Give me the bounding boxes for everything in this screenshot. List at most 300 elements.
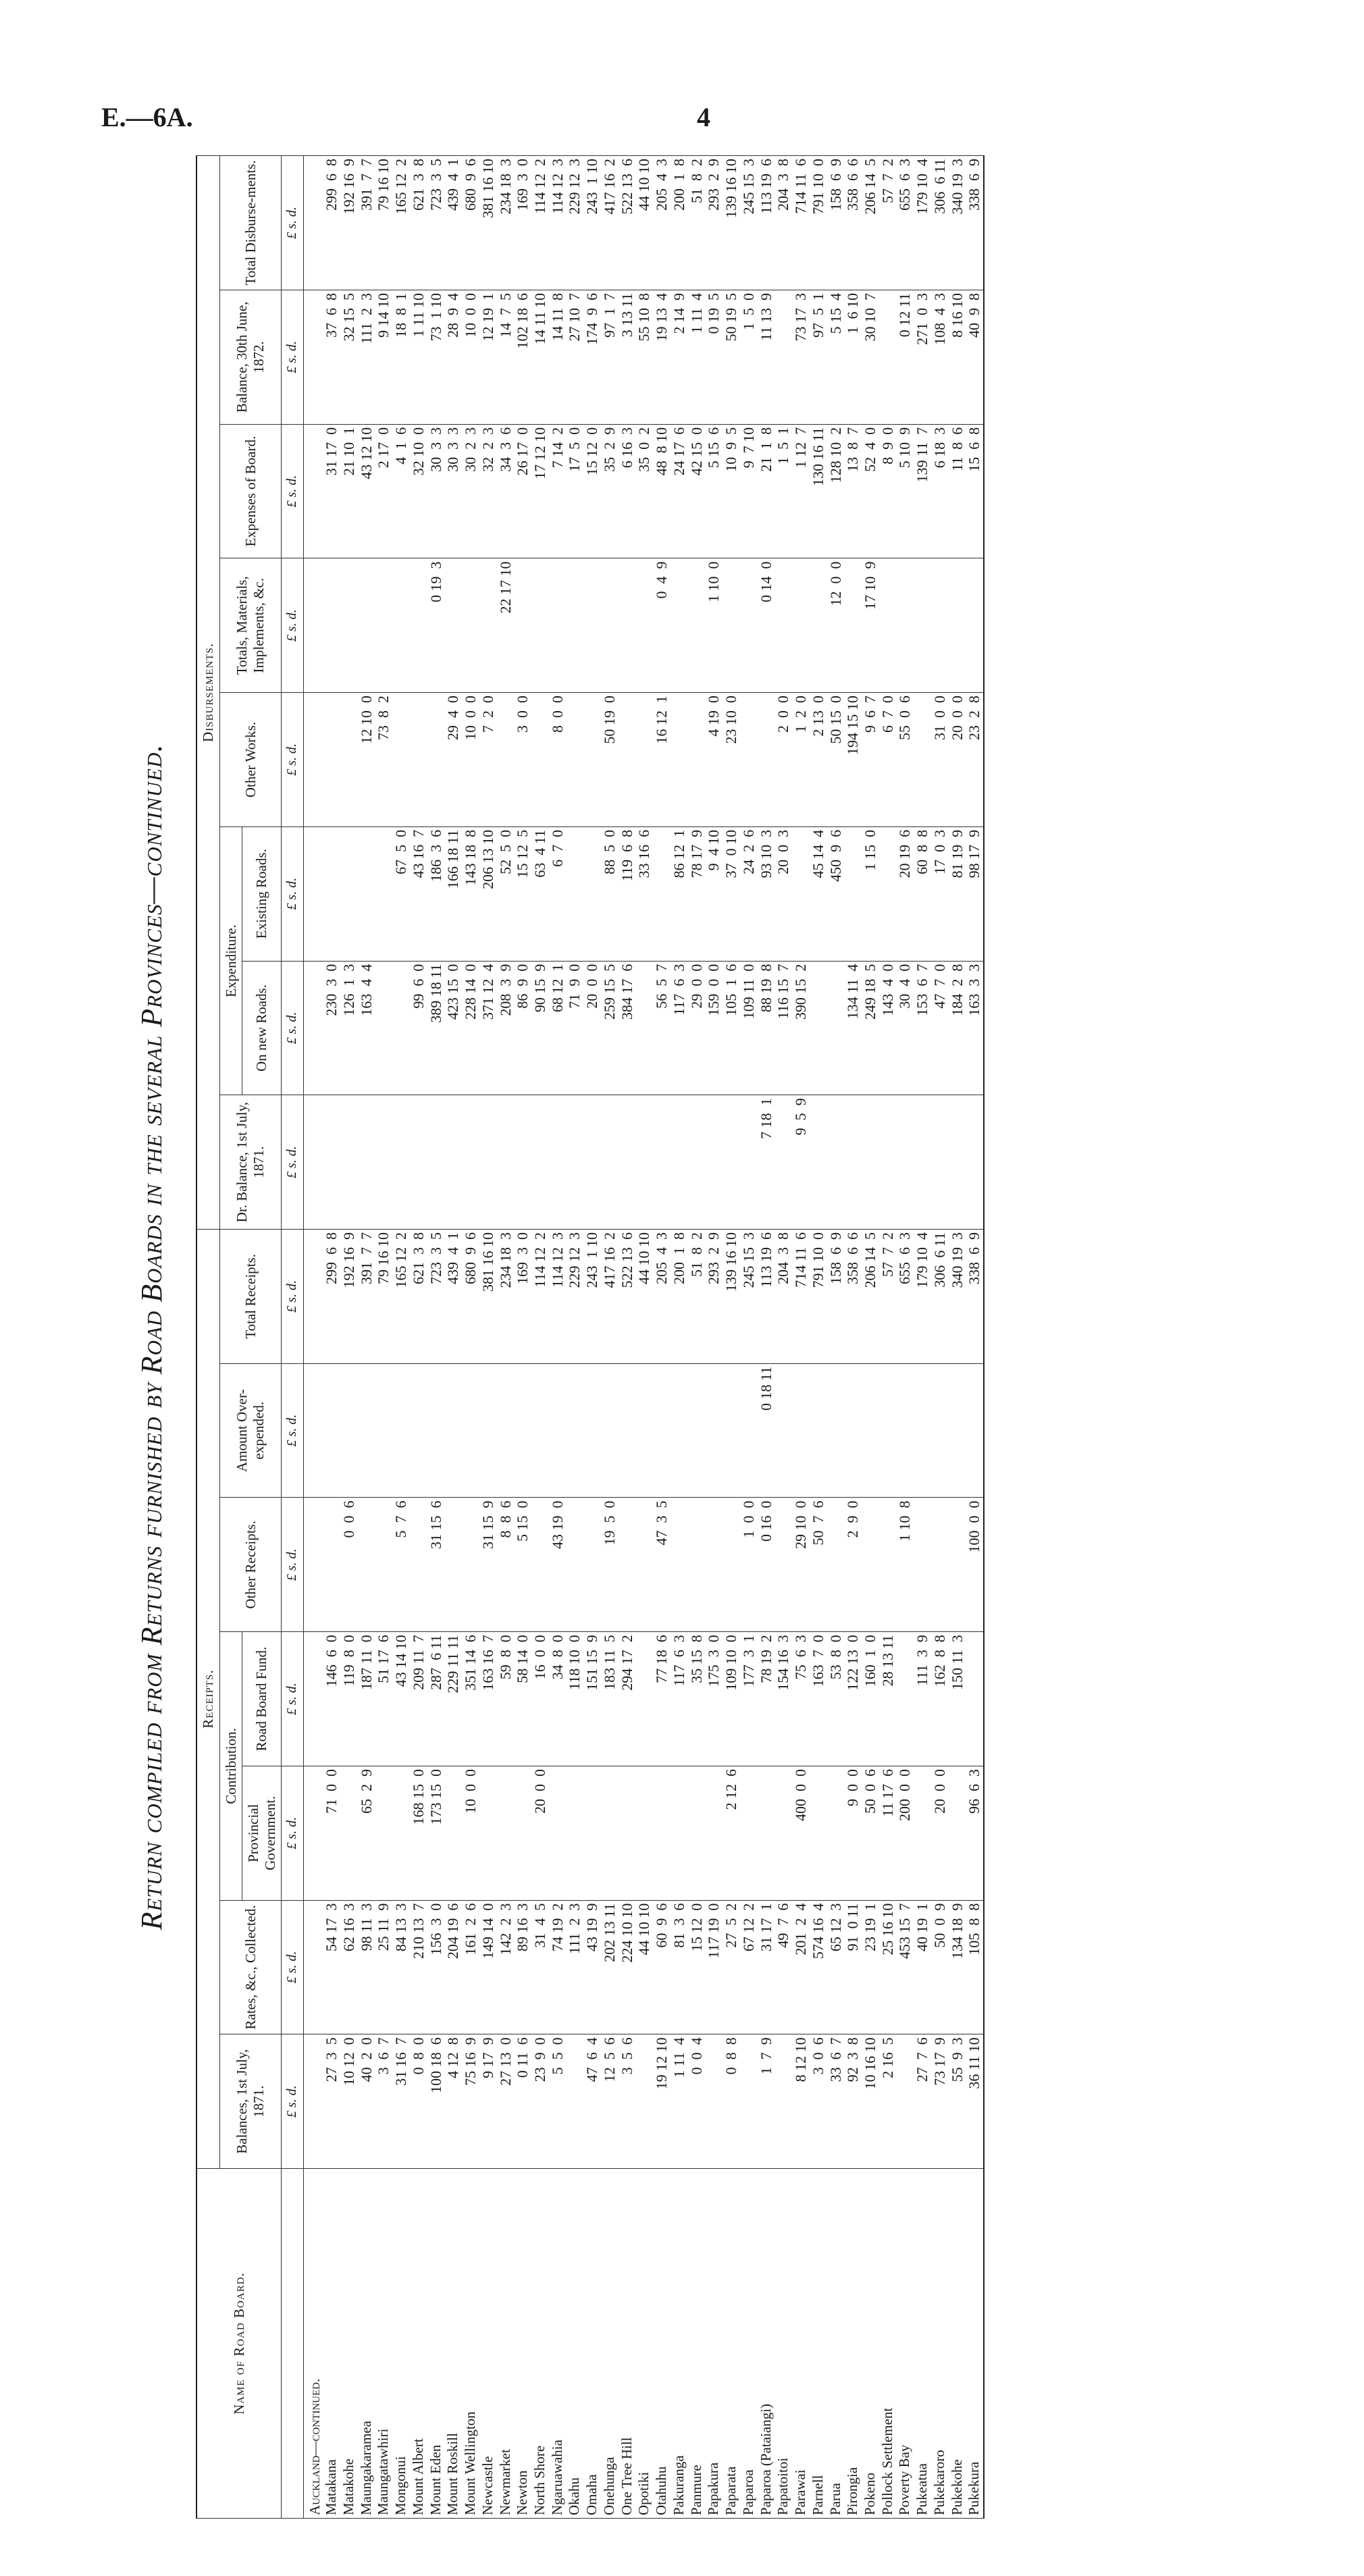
cell-road-board-fund: 163 7 0 (810, 1632, 827, 1766)
cell-total-disbursements: 114 12 2 (531, 156, 549, 290)
cell-road-board-fund: 351 14 6 (462, 1632, 479, 1766)
board-name-cell: Pukekura (966, 2169, 984, 2519)
cell-other-works (340, 693, 358, 827)
cell-existing-roads (340, 826, 358, 961)
cell-other-works: 3 0 0 (514, 693, 531, 827)
cell-rates: 201 2 4 (792, 1900, 810, 2034)
cell-over-expended (340, 1363, 358, 1498)
cell-other-receipts (531, 1498, 549, 1632)
table-row (671, 156, 688, 2519)
cell-total-receipts: 158 6 9 (827, 1230, 845, 1364)
cell-existing-roads: 1 15 0 (862, 826, 879, 961)
cell-total-receipts: 293 2 9 (705, 1230, 723, 1364)
board-name-cell: Okahu (566, 2169, 583, 2519)
cell-new-roads: 47 7 0 (931, 961, 949, 1095)
cell-dr-balance (549, 1095, 567, 1230)
cell-road-board-fund: 175 3 0 (705, 1632, 723, 1766)
cell-total-receipts: 229 12 3 (566, 1230, 583, 1364)
cell-total-disbursements: 179 10 4 (914, 156, 931, 290)
cell-balances-1871: 75 16 9 (462, 2034, 479, 2169)
cell-road-board-fund: 209 11 7 (410, 1632, 427, 1766)
cell-rates: 84 13 3 (392, 1900, 410, 2034)
unit-cell: £ s. d. (282, 156, 303, 290)
cell-balances-1871: 73 17 9 (931, 2034, 949, 2169)
board-name-cell: Pukekohe (949, 2169, 966, 2519)
cell-existing-roads: 93 10 3 (758, 826, 775, 961)
cell-existing-roads: 63 4 11 (531, 826, 549, 961)
cell-provincial (653, 1766, 671, 1900)
board-name-cell: Panmure (688, 2169, 706, 2519)
cell-dr-balance (635, 1095, 653, 1230)
page-code: E.—6A. (101, 102, 193, 132)
cell-provincial: 71 0 0 (323, 1766, 340, 1900)
cell-over-expended (462, 1363, 479, 1498)
table-row (583, 156, 601, 2519)
cell-new-roads: 71 9 0 (566, 961, 583, 1095)
cell-dr-balance (583, 1095, 601, 1230)
cell-rates: 142 2 3 (497, 1900, 515, 2034)
cell-totals-materials: 0 4 9 (653, 558, 671, 693)
header-row-groups (196, 156, 219, 2519)
cell-over-expended (775, 1363, 792, 1498)
unit-cell: £ s. d. (282, 1632, 303, 1766)
cell-other-works: 7 2 0 (479, 693, 497, 827)
col-group-contribution: Contribution. (219, 1632, 242, 1900)
cell-over-expended (410, 1363, 427, 1498)
cell-road-board-fund: 229 11 11 (444, 1632, 462, 1766)
cell-existing-roads: 24 2 6 (740, 826, 758, 961)
cell-totals-materials (619, 558, 636, 693)
cell-balances-1871: 1 7 9 (758, 2034, 775, 2169)
cell-balances-1871: 19 12 10 (653, 2034, 671, 2169)
cell-balances-1871: 3 0 6 (810, 2034, 827, 2169)
cell-balance-1872: 11 13 9 (758, 290, 775, 425)
cell-rates: 134 18 9 (949, 1900, 966, 2034)
cell-over-expended (896, 1363, 914, 1498)
cell-expenses-board: 8 9 0 (879, 424, 897, 558)
board-name-cell: Mount Wellington (462, 2169, 479, 2519)
cell-total-receipts: 417 16 2 (601, 1230, 619, 1364)
cell-dr-balance (358, 1095, 375, 1230)
cell-existing-roads: 143 18 8 (462, 826, 479, 961)
cell-totals-materials (323, 558, 340, 693)
cell-existing-roads (358, 826, 375, 961)
cell-other-receipts (931, 1498, 949, 1632)
cell-provincial: 96 6 3 (966, 1766, 984, 1900)
cell-total-disbursements: 243 1 10 (583, 156, 601, 290)
cell-provincial (566, 1766, 583, 1900)
cell-road-board-fund (966, 1632, 984, 1766)
cell-balance-1872: 9 14 10 (375, 290, 392, 425)
cell-total-receipts: 79 16 10 (375, 1230, 392, 1364)
cell-provincial (479, 1766, 497, 1900)
cell-rates: 156 3 0 (427, 1900, 445, 2034)
cell-provincial (914, 1766, 931, 1900)
cell-totals-materials (844, 558, 862, 693)
cell-totals-materials (879, 558, 897, 693)
cell-over-expended (688, 1363, 706, 1498)
cell-dr-balance (653, 1095, 671, 1230)
cell-road-board-fund: 16 0 0 (531, 1632, 549, 1766)
cell-total-disbursements: 680 9 6 (462, 156, 479, 290)
table-row (479, 156, 497, 2519)
cell-new-roads (827, 961, 845, 1095)
cell-rates: 27 5 2 (723, 1900, 740, 2034)
cell-other-receipts: 1 0 0 (740, 1498, 758, 1632)
cell-rates: 62 16 3 (340, 1900, 358, 2034)
unit-row (282, 156, 303, 2519)
cell-other-receipts (862, 1498, 879, 1632)
cell-balance-1872: 1 11 10 (410, 290, 427, 425)
cell-rates: 111 2 3 (566, 1900, 583, 2034)
cell-other-works: 29 4 0 (444, 693, 462, 827)
cell-other-receipts: 0 16 0 (758, 1498, 775, 1632)
cell-road-board-fund: 287 6 11 (427, 1632, 445, 1766)
cell-new-roads: 228 14 0 (462, 961, 479, 1095)
cell-balances-1871: 5 5 0 (549, 2034, 567, 2169)
cell-existing-roads: 43 16 7 (410, 826, 427, 961)
table-row (358, 156, 375, 2519)
cell-totals-materials (375, 558, 392, 693)
cell-new-roads: 99 6 0 (410, 961, 427, 1095)
cell-dr-balance (810, 1095, 827, 1230)
cell-rates: 453 15 7 (896, 1900, 914, 2034)
cell-balance-1872: 12 19 1 (479, 290, 497, 425)
cell-other-receipts: 100 0 0 (966, 1498, 984, 1632)
cell-total-receipts: 114 12 3 (549, 1230, 567, 1364)
cell-rates: 25 11 9 (375, 1900, 392, 2034)
cell-provincial (810, 1766, 827, 1900)
board-name-cell: Onehunga (601, 2169, 619, 2519)
cell-totals-materials (462, 558, 479, 693)
cell-balance-1872: 14 11 8 (549, 290, 567, 425)
cell-existing-roads: 206 13 10 (479, 826, 497, 961)
cell-other-receipts: 19 5 0 (601, 1498, 619, 1632)
cell-totals-materials: 0 14 0 (758, 558, 775, 693)
cell-over-expended (862, 1363, 879, 1498)
cell-balance-1872: 0 12 11 (896, 290, 914, 425)
cell-provincial: 10 0 0 (462, 1766, 479, 1900)
cell-expenses-board: 130 16 11 (810, 424, 827, 558)
rotated-table (108, 155, 1296, 2519)
table-row (688, 156, 706, 2519)
cell-total-receipts: 522 13 6 (619, 1230, 636, 1364)
cell-other-receipts (688, 1498, 706, 1632)
cell-new-roads: 153 6 7 (914, 961, 931, 1095)
cell-rates: 60 9 6 (653, 1900, 671, 2034)
col-rates: Rates, &c., Collected. (219, 1900, 282, 2034)
cell-balance-1872: 28 9 4 (444, 290, 462, 425)
cell-dr-balance (775, 1095, 792, 1230)
cell-existing-roads: 186 3 6 (427, 826, 445, 961)
cell-balance-1872: 1 5 0 (740, 290, 758, 425)
cell-balances-1871 (566, 2034, 583, 2169)
cell-other-receipts (375, 1498, 392, 1632)
cell-total-receipts: 791 10 0 (810, 1230, 827, 1364)
cell-totals-materials (723, 558, 740, 693)
cell-balance-1872: 40 9 8 (966, 290, 984, 425)
col-other-receipts: Other Receipts. (219, 1498, 282, 1632)
cell-expenses-board: 32 10 0 (410, 424, 427, 558)
cell-totals-materials (549, 558, 567, 693)
cell-new-roads (375, 961, 392, 1095)
cell-other-receipts: 2 9 0 (844, 1498, 862, 1632)
board-name-cell: Mount Eden (427, 2169, 445, 2519)
cell-other-works: 55 0 6 (896, 693, 914, 827)
cell-dr-balance (479, 1095, 497, 1230)
cell-existing-roads: 45 14 4 (810, 826, 827, 961)
cell-balance-1872: 5 15 4 (827, 290, 845, 425)
board-name-cell: Matakana (323, 2169, 340, 2519)
unit-cell: £ s. d. (282, 558, 303, 693)
table-body (303, 156, 984, 2519)
cell-rates: 117 19 0 (705, 1900, 723, 2034)
cell-new-roads: 249 18 5 (862, 961, 879, 1095)
table-row (635, 156, 653, 2519)
cell-road-board-fund: 28 13 11 (879, 1632, 897, 1766)
cell-total-disbursements: 381 16 10 (479, 156, 497, 290)
cell-totals-materials (444, 558, 462, 693)
cell-other-receipts: 50 7 6 (810, 1498, 827, 1632)
cell-road-board-fund: 78 19 2 (758, 1632, 775, 1766)
col-other-works: Other Works. (219, 693, 282, 827)
board-name-cell: Newmarket (497, 2169, 515, 2519)
cell-totals-materials (410, 558, 427, 693)
table-row (758, 156, 775, 2519)
cell-other-receipts: 1 10 8 (896, 1498, 914, 1632)
col-totals-materials: Totals, Materials, Implements, &c. (219, 558, 282, 693)
col-balances-1871: Balances, 1st July, 1871. (219, 2034, 282, 2169)
cell-new-roads: 423 15 0 (444, 961, 462, 1095)
cell-balance-1872: 27 10 7 (566, 290, 583, 425)
cell-over-expended (740, 1363, 758, 1498)
cell-dr-balance (427, 1095, 445, 1230)
col-group-receipts: Receipts. (196, 1230, 219, 2169)
table-row (340, 156, 358, 2519)
cell-rates: 91 0 11 (844, 1900, 862, 2034)
cell-road-board-fund (635, 1632, 653, 1766)
cell-other-receipts (879, 1498, 897, 1632)
cell-total-receipts: 714 11 6 (792, 1230, 810, 1364)
cell-total-receipts: 57 7 2 (879, 1230, 897, 1364)
col-total-disbursements: Total Disburse-ments. (219, 156, 282, 290)
cell-total-receipts: 680 9 6 (462, 1230, 479, 1364)
cell-total-disbursements: 206 14 5 (862, 156, 879, 290)
cell-existing-roads: 17 0 3 (931, 826, 949, 961)
cell-provincial (758, 1766, 775, 1900)
cell-new-roads: 134 11 4 (844, 961, 862, 1095)
cell-other-works: 50 19 0 (601, 693, 619, 827)
cell-total-disbursements: 205 4 3 (653, 156, 671, 290)
cell-balances-1871: 40 2 0 (358, 2034, 375, 2169)
cell-over-expended (549, 1363, 567, 1498)
col-group-disbursements: Disbursements. (196, 156, 219, 1230)
cell-rates: 224 10 10 (619, 1900, 636, 2034)
cell-other-receipts (410, 1498, 427, 1632)
cell-rates: 54 17 3 (323, 1900, 340, 2034)
cell-balance-1872: 108 4 3 (931, 290, 949, 425)
cell-balances-1871 (740, 2034, 758, 2169)
cell-provincial: 173 15 0 (427, 1766, 445, 1900)
board-name-cell: Poverty Bay (896, 2169, 914, 2519)
table-row (410, 156, 427, 2519)
col-new-roads: On new Roads. (242, 961, 282, 1095)
cell-expenses-board: 30 3 3 (444, 424, 462, 558)
table-row (497, 156, 515, 2519)
cell-totals-materials (479, 558, 497, 693)
cell-balance-1872: 0 19 5 (705, 290, 723, 425)
board-name-cell: Parawai (792, 2169, 810, 2519)
cell-totals-materials (810, 558, 827, 693)
unit-cell: £ s. d. (282, 1766, 303, 1900)
cell-existing-roads: 33 16 6 (635, 826, 653, 961)
cell-balances-1871: 9 17 9 (479, 2034, 497, 2169)
cell-total-disbursements: 621 3 8 (410, 156, 427, 290)
cell-total-receipts: 381 16 10 (479, 1230, 497, 1364)
cell-balances-1871: 23 9 0 (531, 2034, 549, 2169)
cell-balances-1871: 47 6 4 (583, 2034, 601, 2169)
cell-road-board-fund: 117 6 3 (671, 1632, 688, 1766)
cell-over-expended (949, 1363, 966, 1498)
group-row (303, 156, 323, 2519)
cell-total-receipts: 204 3 8 (775, 1230, 792, 1364)
cell-balance-1872: 271 0 3 (914, 290, 931, 425)
board-name-cell: Newton (514, 2169, 531, 2519)
board-name-cell: Parnell (810, 2169, 827, 2519)
cell-balances-1871: 10 12 0 (340, 2034, 358, 2169)
cell-dr-balance (531, 1095, 549, 1230)
cell-expenses-board: 24 17 6 (671, 424, 688, 558)
cell-rates: 204 19 6 (444, 1900, 462, 2034)
board-name-cell: Pokeno (862, 2169, 879, 2519)
board-name-cell: Pollock Settlement (879, 2169, 897, 2519)
table-row (705, 156, 723, 2519)
cell-dr-balance (723, 1095, 740, 1230)
cell-total-disbursements: 234 18 3 (497, 156, 515, 290)
cell-over-expended (601, 1363, 619, 1498)
cell-rates: 98 11 3 (358, 1900, 375, 2034)
cell-rates: 67 12 2 (740, 1900, 758, 2034)
cell-balances-1871: 12 5 6 (601, 2034, 619, 2169)
cell-expenses-board: 1 12 7 (792, 424, 810, 558)
cell-rates: 574 16 4 (810, 1900, 827, 2034)
board-name-cell: Newcastle (479, 2169, 497, 2519)
cell-existing-roads: 6 7 0 (549, 826, 567, 961)
board-name-cell: Papatoitoi (775, 2169, 792, 2519)
cell-over-expended (792, 1363, 810, 1498)
cell-total-disbursements: 522 13 6 (619, 156, 636, 290)
cell-total-receipts: 391 7 7 (358, 1230, 375, 1364)
cell-existing-roads (566, 826, 583, 961)
cell-road-board-fund: 58 14 0 (514, 1632, 531, 1766)
cell-rates: 81 3 6 (671, 1900, 688, 2034)
cell-other-works: 73 8 2 (375, 693, 392, 827)
cell-other-works (740, 693, 758, 827)
cell-total-receipts: 243 1 10 (583, 1230, 601, 1364)
cell-balances-1871 (705, 2034, 723, 2169)
cell-rates: 50 0 9 (931, 1900, 949, 2034)
cell-provincial: 2 12 6 (723, 1766, 740, 1900)
cell-expenses-board: 6 18 3 (931, 424, 949, 558)
cell-road-board-fund: 160 1 0 (862, 1632, 879, 1766)
cell-other-receipts: 5 7 6 (392, 1498, 410, 1632)
cell-rates: 65 12 3 (827, 1900, 845, 2034)
cell-provincial (949, 1766, 966, 1900)
cell-totals-materials: 17 10 9 (862, 558, 879, 693)
cell-dr-balance (462, 1095, 479, 1230)
cell-expenses-board: 34 3 6 (497, 424, 515, 558)
cell-other-works (427, 693, 445, 827)
cell-over-expended (844, 1363, 862, 1498)
cell-total-disbursements: 57 7 2 (879, 156, 897, 290)
cell-over-expended (931, 1363, 949, 1498)
cell-new-roads: 88 19 8 (758, 961, 775, 1095)
cell-totals-materials (949, 558, 966, 693)
cell-balances-1871: 1 11 4 (671, 2034, 688, 2169)
cell-total-receipts: 44 10 10 (635, 1230, 653, 1364)
cell-provincial (514, 1766, 531, 1900)
cell-dr-balance (566, 1095, 583, 1230)
unit-cell: £ s. d. (282, 826, 303, 961)
cell-balance-1872: 97 5 1 (810, 290, 827, 425)
cell-provincial (740, 1766, 758, 1900)
cell-other-works: 23 2 8 (966, 693, 984, 827)
cell-balance-1872: 2 14 9 (671, 290, 688, 425)
cell-balance-1872: 8 16 10 (949, 290, 966, 425)
cell-balance-1872: 73 1 10 (427, 290, 445, 425)
cell-other-works: 9 6 7 (862, 693, 879, 827)
cell-road-board-fund: 154 16 3 (775, 1632, 792, 1766)
board-name-cell: Mount Albert (410, 2169, 427, 2519)
board-name-cell: Paparoa (740, 2169, 758, 2519)
table-row (375, 156, 392, 2519)
cell-road-board-fund: 43 14 10 (392, 1632, 410, 1766)
cell-provincial (549, 1766, 567, 1900)
cell-over-expended (635, 1363, 653, 1498)
cell-other-receipts (827, 1498, 845, 1632)
cell-balance-1872: 174 9 6 (583, 290, 601, 425)
cell-expenses-board: 5 10 9 (896, 424, 914, 558)
table-row (931, 156, 949, 2519)
cell-totals-materials (392, 558, 410, 693)
cell-new-roads (810, 961, 827, 1095)
cell-road-board-fund: 162 8 8 (931, 1632, 949, 1766)
cell-total-disbursements: 655 6 3 (896, 156, 914, 290)
cell-provincial: 65 2 9 (358, 1766, 375, 1900)
cell-new-roads: 30 4 0 (896, 961, 914, 1095)
cell-expenses-board: 35 2 9 (601, 424, 619, 558)
cell-other-works: 12 10 0 (358, 693, 375, 827)
cell-other-works (914, 693, 931, 827)
cell-other-works: 16 12 1 (653, 693, 671, 827)
cell-other-works: 2 13 0 (810, 693, 827, 827)
cell-rates: 149 14 0 (479, 1900, 497, 2034)
board-name-cell: Maungatawhiri (375, 2169, 392, 2519)
unit-cell: £ s. d. (282, 961, 303, 1095)
cell-other-works (583, 693, 601, 827)
cell-existing-roads: 67 5 0 (392, 826, 410, 961)
unit-cell: £ s. d. (282, 1363, 303, 1498)
cell-road-board-fund: 122 13 0 (844, 1632, 862, 1766)
table-row (844, 156, 862, 2519)
cell-dr-balance (514, 1095, 531, 1230)
cell-provincial (497, 1766, 515, 1900)
cell-over-expended (514, 1363, 531, 1498)
cell-totals-materials (966, 558, 984, 693)
cell-total-disbursements: 714 11 6 (792, 156, 810, 290)
table-row (966, 156, 984, 2519)
page-number: 4 (697, 102, 710, 132)
